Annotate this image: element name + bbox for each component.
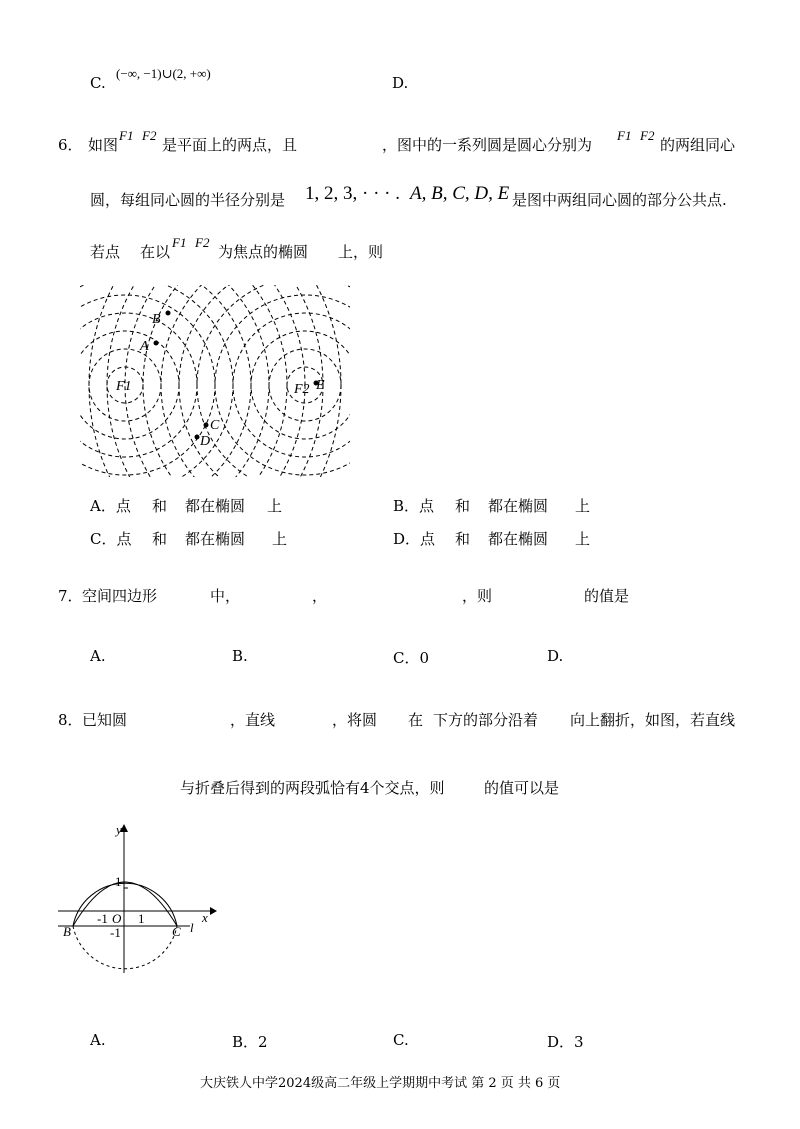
q8-option-d: D．3 bbox=[547, 1033, 584, 1051]
q6-point-a-dot bbox=[154, 341, 159, 346]
q6-label-e: E bbox=[316, 378, 325, 393]
q5-option-d-label: D. bbox=[392, 74, 409, 92]
q7-number: 7． bbox=[58, 587, 83, 605]
q8-stem-c: ，将圆 bbox=[332, 711, 378, 729]
q8-x-arrow-icon bbox=[210, 907, 217, 915]
q6-line2-a: 圆，每组同心圆的半径分别是 bbox=[90, 191, 286, 209]
q6-f1-symbol-2: F1 bbox=[617, 128, 632, 143]
q6-f2-symbol-2: F2 bbox=[640, 128, 655, 143]
q7-option-b: B. bbox=[232, 647, 248, 665]
q6-f2-symbol-3: F2 bbox=[195, 235, 210, 250]
q8-option-b: B．2 bbox=[232, 1033, 268, 1051]
q5-option-c-label: C. bbox=[90, 74, 106, 92]
q7-stem-a: 空间四边形 bbox=[82, 587, 158, 605]
q7-option-c: C．0 bbox=[393, 649, 430, 667]
q5-option-c bbox=[90, 74, 106, 92]
q7-stem-c: ， bbox=[312, 587, 328, 605]
q6-option-a: A．点 和 都在椭圆 上 bbox=[90, 497, 283, 515]
q8-circle-upper-arc bbox=[73, 883, 177, 926]
q8-folded-arc bbox=[73, 882, 177, 926]
q8-stem-d: 在 bbox=[408, 711, 424, 729]
q6-line3-c: 为焦点的椭圆 bbox=[218, 243, 309, 261]
q8-label-c: C bbox=[172, 924, 181, 939]
q6-label-a: A bbox=[140, 339, 149, 354]
q6-line2-b: 是图中两组同心圆的部分公共点. bbox=[512, 191, 727, 209]
q8-option-c: C. bbox=[393, 1031, 409, 1049]
q6-f1-symbol-3: F1 bbox=[172, 235, 187, 250]
q8-stem-f: 向上翻折，如图，若直线 bbox=[570, 711, 736, 729]
q8-fold-figure bbox=[50, 818, 220, 978]
q8-label-l: l bbox=[190, 920, 194, 935]
q8-label-neg-one-x: -1 bbox=[97, 911, 108, 926]
q7-stem-b: 中， bbox=[210, 587, 241, 605]
q7-option-a: A. bbox=[90, 647, 106, 665]
q6-option-c: C．点 和 都在椭圆 上 bbox=[90, 530, 288, 548]
q6-line1-b: 是平面上的两点，且 bbox=[162, 136, 298, 154]
q6-line1-c: ，图中的一系列圆是圆心分别为 bbox=[382, 136, 593, 154]
q8-number: 8． bbox=[58, 711, 83, 729]
q7-option-d: D. bbox=[547, 647, 564, 665]
q8-label-origin: O bbox=[112, 911, 122, 926]
q8-circle-lower-dashed-arc bbox=[73, 926, 177, 969]
q6-f2-symbol: F2 bbox=[142, 128, 157, 143]
q7-stem-d: ，则 bbox=[462, 587, 493, 605]
q6-line1-a: 如图 bbox=[88, 136, 119, 154]
q6-label-c: C bbox=[210, 418, 220, 433]
q6-line3-a: 若点 bbox=[90, 243, 121, 261]
q6-f1-symbol: F1 bbox=[119, 128, 134, 143]
q6-label-b: B bbox=[152, 312, 161, 327]
q7-stem-e: 的值是 bbox=[584, 587, 630, 605]
q6-point-d-dot bbox=[195, 435, 200, 440]
q6-radii: 1, 2, 3, · · · . bbox=[305, 183, 400, 204]
q5-option-c-value: (−∞, −1)∪(2, +∞) bbox=[116, 66, 211, 81]
q8-stem-b: ，直线 bbox=[230, 711, 276, 729]
q6-label-f1: F1 bbox=[116, 379, 132, 394]
q8-stem-line2-a: 与折叠后得到的两段弧恰有4个交点，则 bbox=[180, 779, 445, 797]
q8-stem-line2-b: 的值可以是 bbox=[484, 779, 560, 797]
q6-concentric-circles-figure bbox=[80, 285, 350, 477]
q6-label-d: D bbox=[200, 434, 211, 449]
q8-stem-e: 下方的部分沿着 bbox=[433, 711, 539, 729]
q8-label-neg-one-y: -1 bbox=[110, 925, 121, 940]
q6-line3-b: 在以 bbox=[140, 243, 171, 261]
q6-point-c-dot bbox=[204, 423, 209, 428]
q6-label-f2: F2 bbox=[294, 382, 310, 397]
q6-points: A, B, C, D, E bbox=[410, 183, 510, 204]
q6-point-b-dot bbox=[166, 311, 171, 316]
q8-option-a: A. bbox=[90, 1031, 106, 1049]
q6-line3-d: 上，则 bbox=[338, 243, 384, 261]
q6-option-b: B．点 和 都在椭圆 上 bbox=[393, 497, 591, 515]
q8-label-y: y bbox=[116, 822, 122, 837]
q6-number: 6． bbox=[58, 136, 83, 154]
q8-label-one-x: 1 bbox=[138, 911, 145, 926]
q8-label-b: B bbox=[63, 924, 71, 939]
q6-option-d: D．点 和 都在椭圆 上 bbox=[393, 530, 591, 548]
page-footer: 大庆铁人中学2024级高二年级上学期期中考试 第 2 页 共 6 页 bbox=[200, 1076, 561, 1091]
q8-label-one-up: 1 bbox=[115, 874, 122, 889]
q8-stem-a: 已知圆 bbox=[82, 711, 128, 729]
q8-label-x: x bbox=[202, 910, 208, 925]
q6-line1-d: 的两组同心 bbox=[660, 136, 736, 154]
